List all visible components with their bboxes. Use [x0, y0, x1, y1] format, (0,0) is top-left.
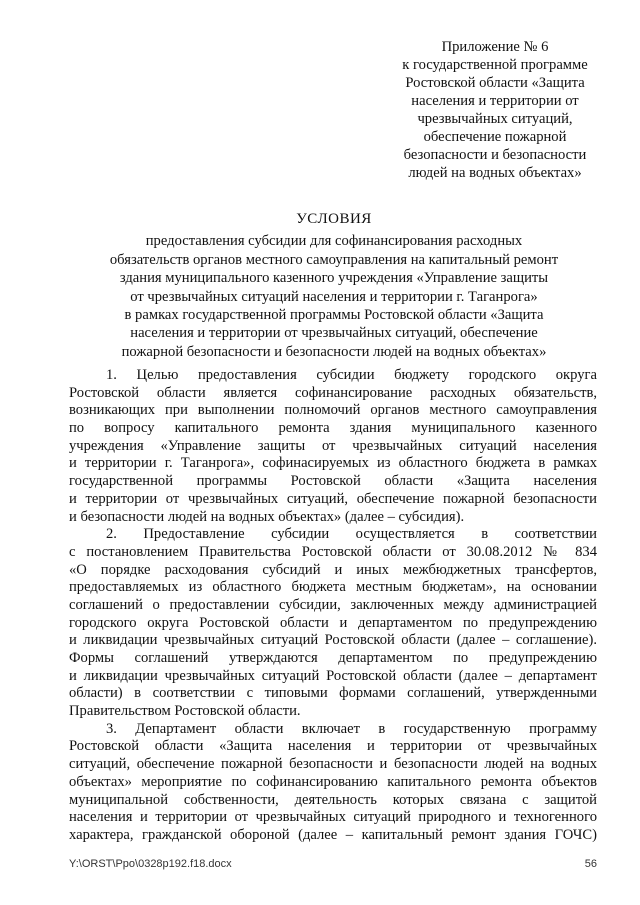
text-line: возникающих при выполнении полномочий органов местного самоуправления [69, 402, 597, 419]
text-line: муниципальной собственности, деятельность которых связана с защитой [69, 791, 597, 808]
text-line: 3. Департамент области включает в государственную программу [106, 720, 597, 737]
document-body [69, 367, 597, 845]
text-line: ситуаций, обеспечение пожарной безопасности и безопасности людей на водных [69, 756, 597, 773]
text-line: и ликвидации чрезвычайных ситуаций Ростовской области (далее – соглашение). [69, 632, 597, 649]
text-line: населения и территории от чрезвычайных ситуаций природного и техногенного [69, 809, 597, 826]
appendix-line: Ростовской области «Защита [405, 75, 585, 91]
paragraph [69, 721, 597, 845]
appendix-line: населения и территории от [411, 93, 579, 109]
title-line: пожарной безопасности и безопасности людей на водных объектах» [121, 343, 547, 360]
text-line: области) в соответствии с типовыми формами соглашений, утвержденными [69, 685, 597, 702]
appendix-header [382, 38, 608, 182]
text-line: и ликвидации чрезвычайных ситуаций Ростовской области (далее – департамент [69, 667, 597, 684]
text-line: объектах» мероприятие по софинансированию капитального ремонта объектов [69, 773, 597, 790]
text-line: по вопросу капитального ремонта здания муниципального казенного [69, 420, 597, 437]
paragraph [69, 526, 597, 721]
text-line: учреждения «Управление защиты от чрезвычайных ситуаций населения [69, 437, 597, 454]
title-block [70, 210, 598, 361]
appendix-line: Приложение № 6 [441, 39, 549, 55]
text-line: и территории г. Таганрога», софинасируемых из областного бюджета в рамках [69, 455, 597, 472]
title-line: населения и территории от чрезвычайных ситуаций, обеспечение [130, 325, 538, 342]
text-line: предоставляемых из областного бюджета местным бюджетам», на основании [69, 579, 597, 596]
text-line: городского округа Ростовской области и департаментом по предупреждению [69, 614, 597, 631]
appendix-line: безопасности и безопасности [403, 147, 587, 163]
paragraph [69, 367, 597, 526]
text-line: характера, гражданской обороной (далее – капитальный ремонт здания ГОЧС) [69, 826, 597, 843]
text-line: и территории от чрезвычайных ситуаций, обеспечение пожарной безопасности [69, 490, 597, 507]
text-line: Правительством Ростовской области. [69, 703, 301, 720]
appendix-line: обеспечение пожарной [423, 129, 567, 145]
title-line: предоставления субсидии для софинансирования расходных [145, 233, 523, 250]
text-line: Ростовской области является софинансирование расходных обязательств, [69, 384, 597, 401]
text-line: с постановлением Правительства Ростовской области от 30.08.2012 № 834 [69, 543, 597, 560]
page-number: 56 [584, 858, 597, 870]
page-title: УСЛОВИЯ [296, 211, 372, 227]
text-line: «О порядке расходования субсидий и иных межбюджетных трансфертов, [69, 561, 597, 578]
title-line: обязательств органов местного самоуправления на капитальный ремонт [109, 251, 559, 268]
text-line: и безопасности людей на водных объектах» (далее – субсидия). [69, 508, 465, 525]
file-path: Y:\ORST\Ppo\0328p192.f18.docx [69, 858, 232, 870]
title-line: здания муниципального казенного учреждения «Управление защиты [119, 270, 549, 287]
text-line: государственной программы Ростовской области «Защита населения [69, 473, 597, 490]
text-line: 1. Целью предоставления субсидии бюджету городского округа [106, 367, 597, 383]
title-line: от чрезвычайных ситуаций населения и территории г. Таганрога» [130, 288, 538, 305]
appendix-line: людей на водных объектах» [408, 165, 582, 181]
text-line: Формы соглашений утверждаются департаментом по предупреждению [69, 650, 597, 666]
appendix-line: к государственной программе [402, 57, 588, 73]
title-line: в рамках государственной программы Ростовской области «Защита [124, 307, 544, 324]
text-line: Ростовской области «Защита населения и территории от чрезвычайных [69, 738, 597, 755]
text-line: соглашений о предоставлении субсидии, заключенных между администрацией [69, 596, 597, 613]
text-line: 2. Предоставление субсидии осуществляется в соответствии [106, 526, 597, 543]
appendix-line: чрезвычайных ситуаций, [417, 111, 573, 127]
